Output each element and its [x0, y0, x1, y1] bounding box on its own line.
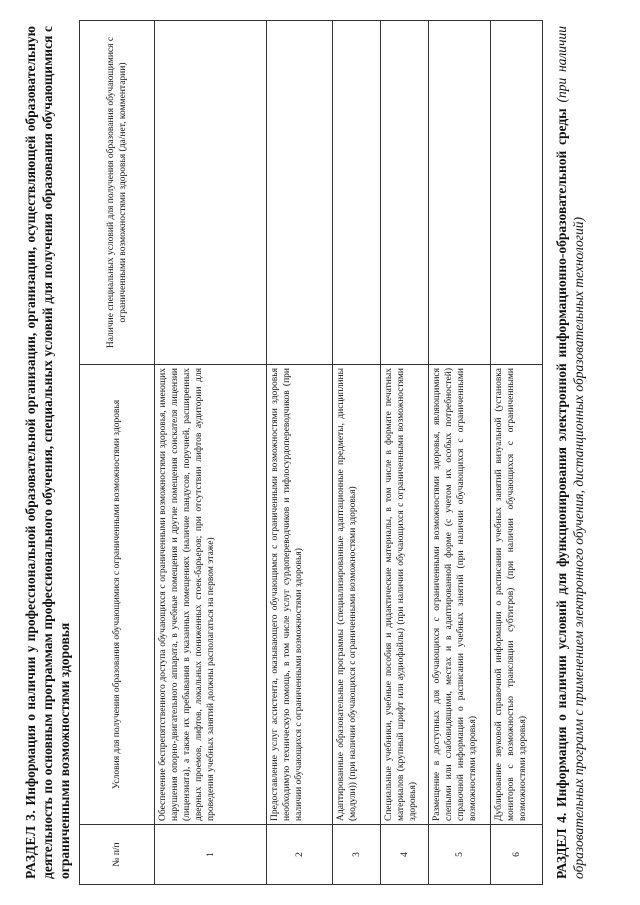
rotated-page [20, 20, 620, 885]
row-number: 2 [267, 825, 333, 885]
row-condition: Адаптированные образовательные программы (специализированные адаптационные предметы, дисциплины (модули)) (при наличии обучающихся с ограниченными возможностями здоровья) [333, 365, 381, 825]
section-4-note: (при наличии образовательных программ с применением электронного обучения, дистанционных образовательных технологий) [554, 26, 586, 879]
section-4-title: Информация о наличии условий для функционирования электронной информационно-образовательной среды [554, 108, 569, 807]
row-availability [491, 21, 543, 365]
row-condition: Специальные учебники, учебные пособия и дидактические материалы, в том числе в формате печатных материалов (крупный шрифт или аудиофайлы) (при наличии обучающихся с ограниченными возможностями здоровья) [381, 365, 429, 825]
table-header-row [80, 21, 155, 885]
row-availability [333, 21, 381, 365]
header-availability: Наличие специальных условий для получения образования обучающимися с ограниченными возможностями здоровья (да/нет, комментарии) [80, 21, 155, 365]
table-row [267, 21, 333, 885]
row-condition: Дублирование звуковой справочной информации о расписании учебных занятий визуальной (установка мониторов с возможностью трансляции субтитров) (при наличии обучающихся с ограниченными возможностями здоровья) [491, 365, 543, 825]
row-number: 6 [491, 825, 543, 885]
row-availability [155, 21, 267, 365]
table-row [491, 21, 543, 885]
section-3-title: Информация о наличии у профессиональной образовательной организации, организации, осуществляющей образовательную деятельность по основным программам профессионального обучения, специальных условий для получения образования обучающимися с ограниченными возможностями здоровья [23, 26, 72, 879]
row-availability [267, 21, 333, 365]
table-row [155, 21, 267, 885]
table-row [429, 21, 491, 885]
row-condition: Размещение в доступных для обучающихся с ограниченными возможностями здоровья, являющимися слепыми или слабовидящими, местах и в адаптированной форме (с учетом их особых потребностей) справочной информации о расписании учебных занятий (при наличии обучающихся с ограниченными возможностями здоровья) [429, 365, 491, 825]
header-conditions: Условия для получения образования обучающимися с ограниченными возможностями здоровья [80, 365, 155, 825]
row-number: 5 [429, 825, 491, 885]
section-4-heading [553, 26, 587, 879]
section-3-heading [22, 26, 73, 879]
table-row [333, 21, 381, 885]
section-4-label: РАЗДЕЛ 4. [554, 812, 569, 879]
row-availability [381, 21, 429, 365]
table-row [381, 21, 429, 885]
header-num: № п/п [80, 825, 155, 885]
row-number: 3 [333, 825, 381, 885]
section-3-label: РАЗДЕЛ 3. [23, 809, 38, 879]
row-number: 4 [381, 825, 429, 885]
row-condition: Предоставление услуг ассистента, оказывающего обучающимся с ограниченными возможностями здоровья необходимую техническую помощь, в том числе услуг сурдопереводчиков и тифлосурдопереводчиков (при наличии обучающихся с ограниченными возможностями здоровья) [267, 365, 333, 825]
conditions-table [79, 20, 543, 885]
row-condition: Обеспечение беспрепятственного доступа обучающихся с ограниченными возможностями здоровья, имеющих нарушения опорно-двигательного аппарата, в учебные помещения и другие помещения соискателя лицензии (лицензиата), а также их пребывания в указанных помещениях (наличие пандусов, поручней, расширенных дверных проемов, лифтов, локальных пониженных стоек-барьеров; при отсутствии лифтов аудитории для проведения учебных занятий должны располагаться на первом этаже) [155, 365, 267, 825]
row-number: 1 [155, 825, 267, 885]
row-availability [429, 21, 491, 365]
